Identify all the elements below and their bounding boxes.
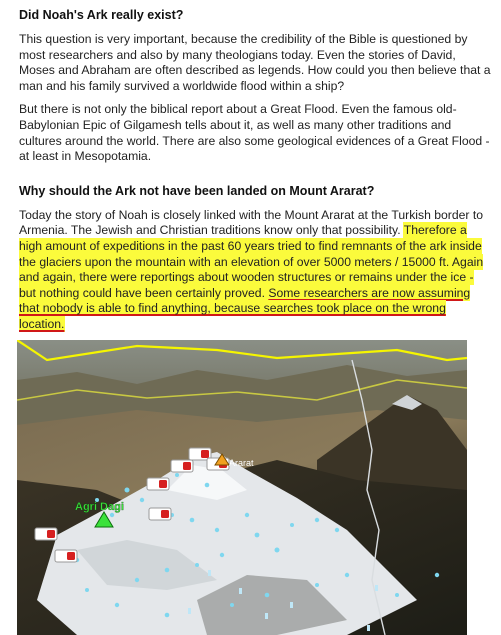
highlighted-text: Therefore a high amount of expeditions in the past 60 years tried to find remnants of the ark inside the glaciers upon the mountain with an elevation of over 5000 meters / 15000 ft. Again and again, there were reportings about wooden structures or remains under the ice - but nothing could have been certainly proved.: [19, 223, 484, 300]
paragraph-ararat-plain: Today the story of Noah is closely linked with the Mount Ararat at the Turkish border to Armenia. The Jewish and Christian traditions know only that possibility.: [19, 207, 484, 238]
paragraph-gilgamesh: But there is not only the biblical report about a Great Flood. Even the famous old-Babylonian Epic of Gilgamesh tells about it, as well as many other traditions and cultures around the world. There are also some geological evidences of a Great Flood - at least in Mesopotamia.: [19, 102, 490, 164]
label-agri-dagi: Agri Dagi: [75, 501, 124, 513]
ararat-terrain-map: [17, 340, 467, 635]
heading-ararat: Why should the Ark not have been landed on Mount Ararat?: [19, 183, 375, 198]
heading-ark-exist: Did Noah's Ark really exist?: [19, 8, 184, 22]
article: [19, 7, 491, 333]
paragraph-ararat: [19, 208, 491, 333]
paragraph-credibility: This question is very important, because the credibility of the Bible is questioned by most researchers and also by many theologians today. Even the stories of David, Moses and Abraham are often described as legends. How could you then believe that a man and his family survived a worldwide flood within a ship?: [19, 32, 491, 93]
label-ararat: Ararat: [229, 458, 254, 468]
underlined-highlighted-text: Some researchers are now assuming that nobody is able to find anything, because searches took place on the wrong location.: [19, 285, 471, 331]
